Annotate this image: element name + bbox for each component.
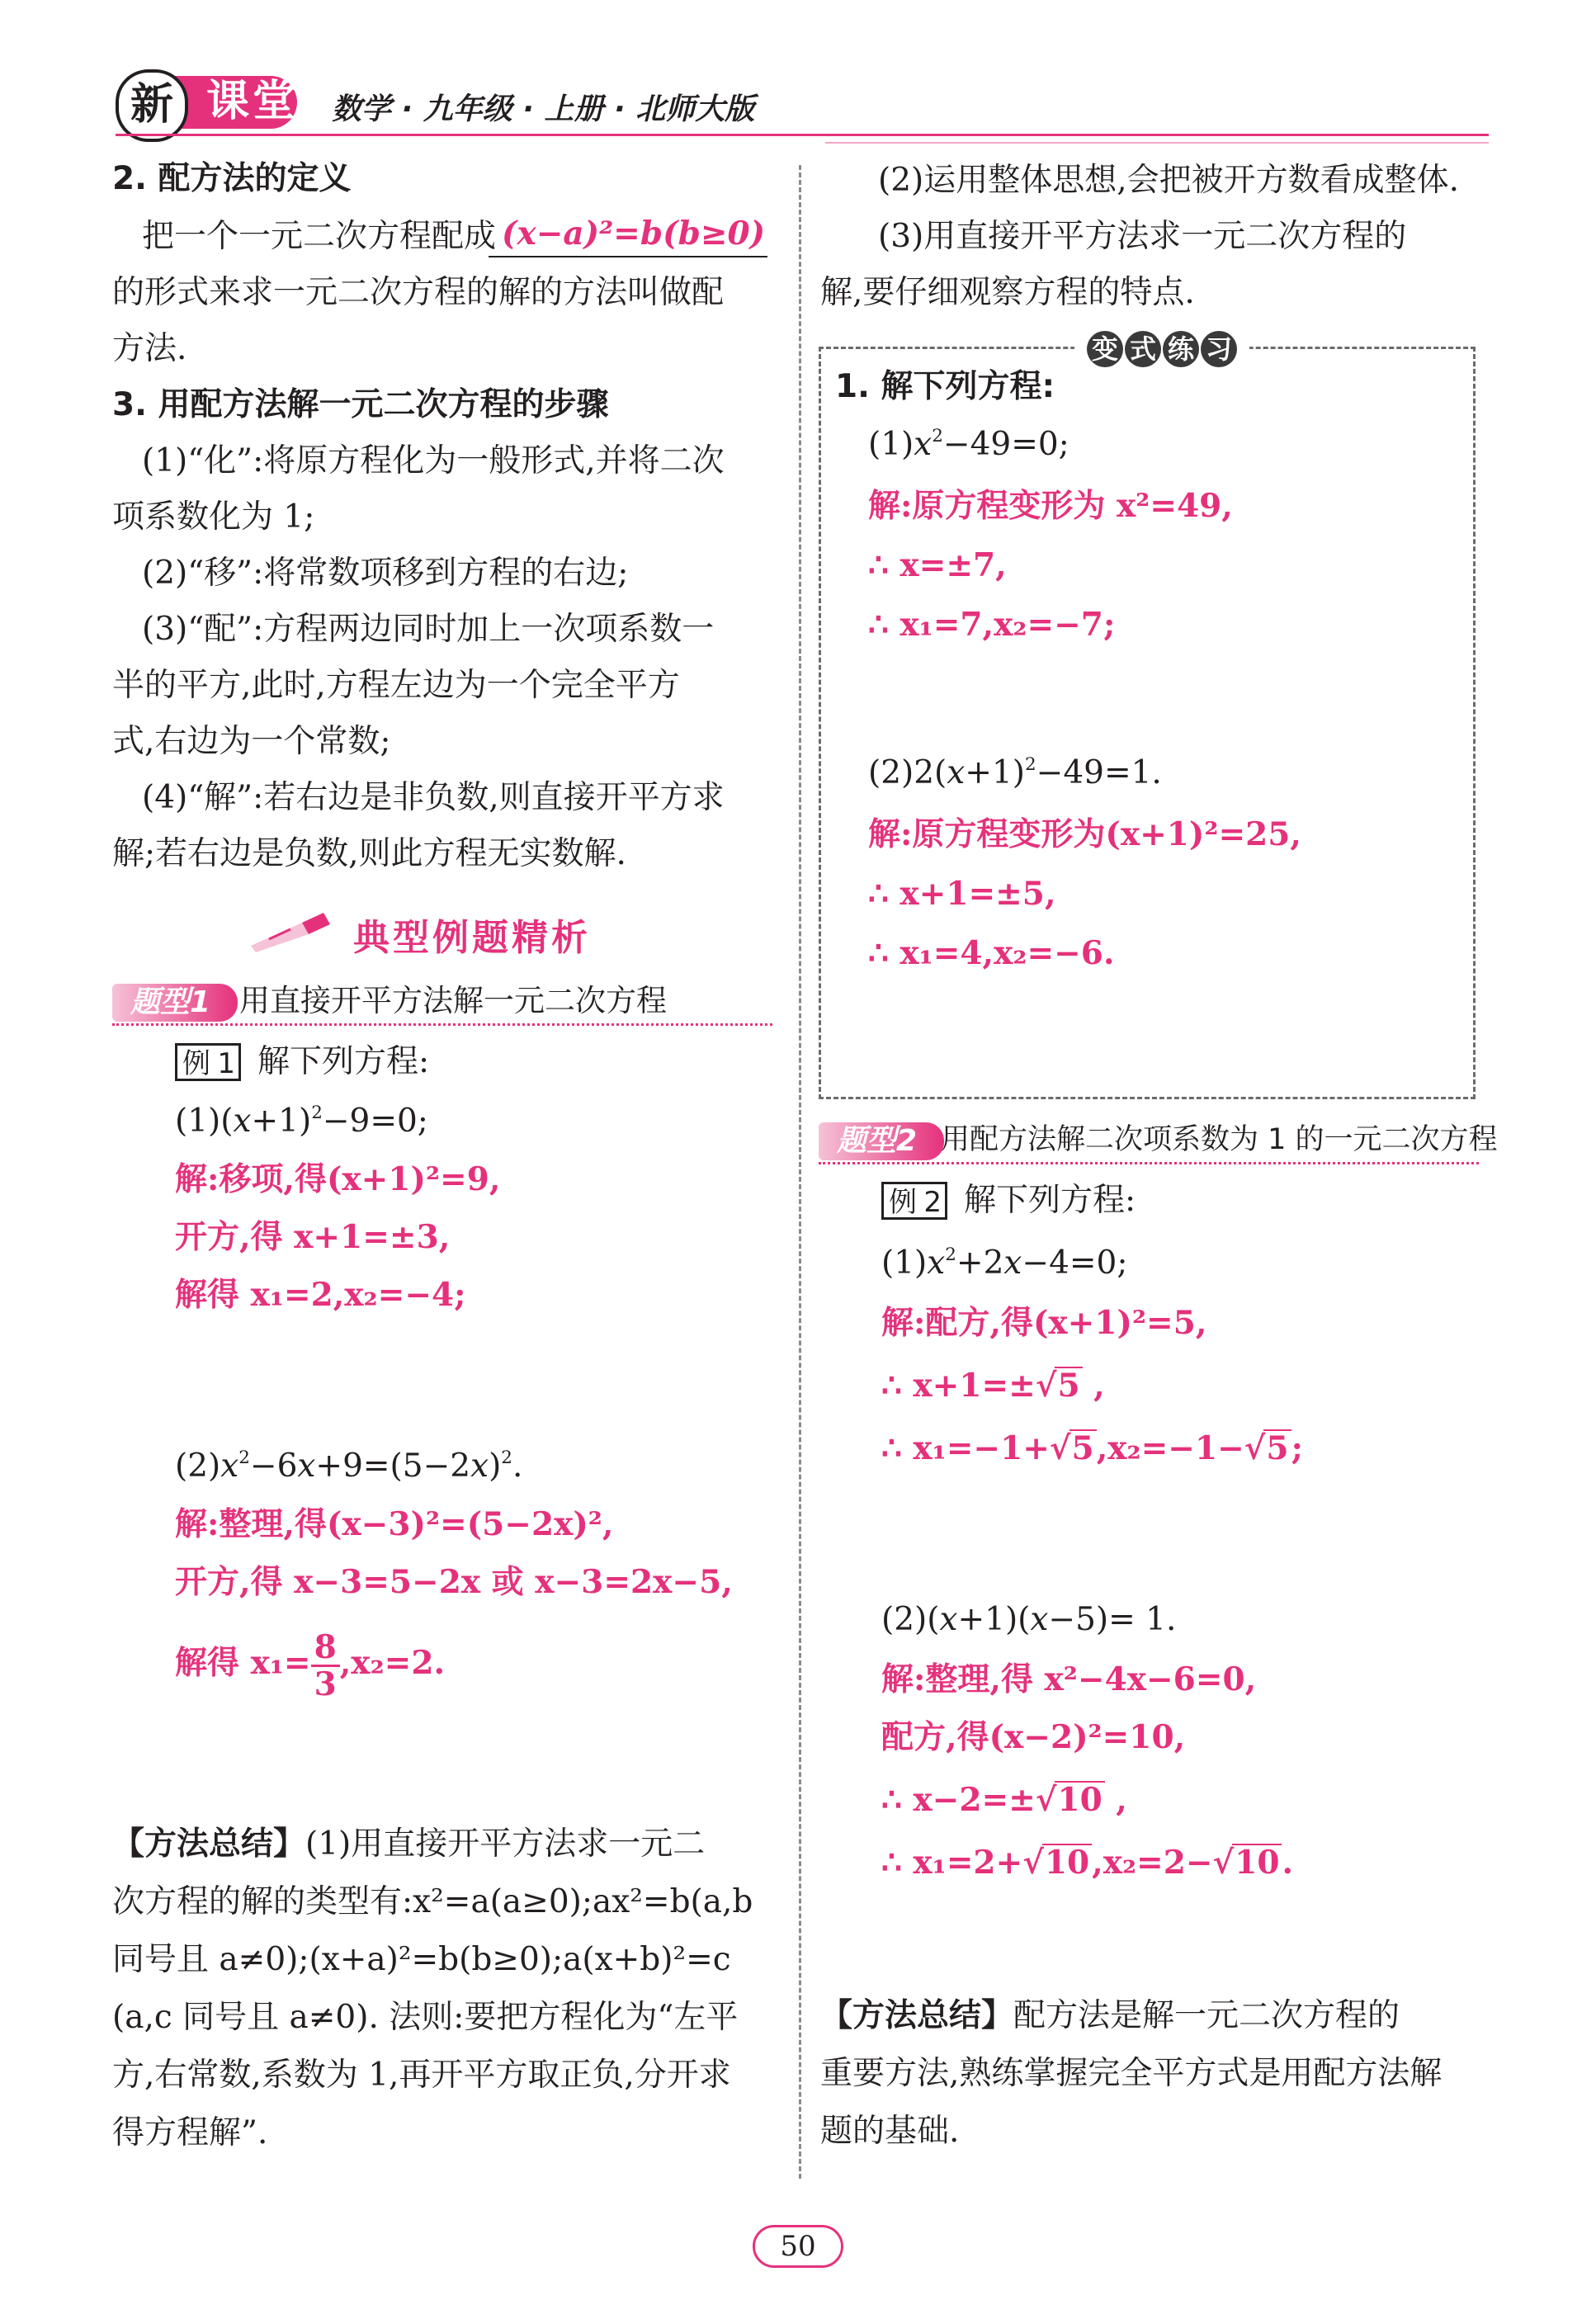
method-summary-1-line: 【方法总结】(1)用直接开平方法求一元二 [112,1825,706,1863]
example-number: 2 [923,1186,942,1219]
solution-line: 解:移项,得(x+1)²=9, [175,1160,501,1198]
method-summary-1-line: 同号且 a≠0);(x+a)²=b(b≥0);a(x+b)²=c [112,1941,731,1978]
practice-solution-line: ∴ x=±7, [868,546,1007,584]
step-line: (4)“解”:若右边是非负数,则直接开平方求 [142,779,725,816]
header-subtitle: 数学 · 九年级 · 上册 · 北师大版 [332,92,755,126]
method-summary-1-line: (a,c 同号且 a≠0). 法则:要把方程化为“左平 [112,1999,739,2036]
practice-question: 1. 解下列方程: [835,368,1055,405]
solution-final: 解得 x₁= $\frac{8}{3}$ ,x₂=2. [175,1627,446,1703]
practice-solution-line: 解:原方程变形为 x²=49, [868,487,1233,525]
step-line: (3)“配”:方程两边同时加上一次项系数一 [142,611,715,648]
practice-title: 变 式 练 习 [1074,327,1249,368]
header-rule [116,134,1489,136]
problem-2: $(2)x^2-6x+9=(5-2x)^2$. [175,1447,523,1485]
type-underline [819,1162,1479,1164]
method-summary-2-line: 题的基础. [820,2113,960,2150]
example-box [881,1182,947,1220]
method-summary-1-line: 方,右常数,系数为 1,再开平方取正负,分开求 [112,2057,731,2094]
fraction: $\frac{8}{3}$ [311,1630,340,1702]
step-line: 项系数化为 1; [112,498,315,536]
type-badge: 题型2 [819,1122,944,1160]
solution-line: ∴ x−2=±√10 , [881,1781,1127,1819]
pen-icon [244,906,352,956]
definition-answer: (x−a)²=b(b≥0) [502,215,766,253]
solution-line: ∴ x+1=±√5 , [881,1367,1105,1405]
solution-line: 开方,得 x−3=5−2x 或 x−3=2x−5, [175,1563,733,1601]
solution-line: 解:配方,得(x+1)²=5, [881,1304,1207,1342]
step-line: 解;若右边是负数,则此方程无实数解. [112,835,626,872]
practice-solution-line: ∴ x₁=4,x₂=−6. [868,934,1115,972]
step-line: (2)“移”:将常数项移到方程的右边; [142,555,629,592]
practice-solution-line: 解:原方程变形为(x+1)²=25, [868,815,1301,853]
practice-solution-line: ∴ x+1=±5, [868,875,1056,913]
logo-char-xin: 新 [116,69,188,142]
problem-1: $(1)x^2+2x-4=0$; [881,1244,1128,1282]
example-prompt: 解下列方程: [964,1182,1136,1219]
practice-problem-2: $(2)2(x+1)^2-49=1$. [868,753,1162,791]
definition-line-3: 方法. [112,330,187,367]
answer-underline [489,256,767,257]
example-label: 例 [182,1047,210,1080]
solution-line: 配方,得(x−2)²=10, [881,1718,1186,1756]
solution-line: 解:整理,得(x−3)²=(5−2x)², [175,1505,614,1543]
practice-problem-1: $(1)x^2-49=0$; [868,425,1070,463]
solution-line: ∴ x₁=2+√10,x₂=2−√10. [881,1844,1294,1882]
method-summary-2-line: 【方法总结】配方法是解一元二次方程的 [820,1997,1400,2034]
practice-solution-line: ∴ x₁=7,x₂=−7; [868,606,1116,644]
example-label: 例 [889,1186,917,1219]
example-box [175,1043,241,1081]
example-prompt: 解下列方程: [257,1043,430,1080]
type-badge: 题型1 [112,984,238,1022]
type-underline [112,1023,772,1026]
solution-line: 解得 x₁=2,x₂=−4; [175,1276,466,1314]
example-number: 1 [217,1047,235,1080]
logo-rest: 课堂 [206,77,300,126]
tip-line: (2)运用整体思想,会把被开方数看成整体. [878,162,1460,199]
method-summary-1-line: 得方程解”. [112,2114,268,2151]
definition-line-1: 把一个一元二次方程配成 [142,218,497,255]
solution-line: 开方,得 x+1=±3, [175,1218,451,1256]
problem-2: (2)(x+1)(x−5)= 1. [881,1601,1177,1638]
step-line: 半的平方,此时,方程左边为一个完全平方 [112,667,680,704]
section-title: 典型例题精析 [353,917,591,959]
page-number: 50 [780,2230,816,2263]
header-rule-secondary [825,142,1489,144]
type-title: 用配方法解二次项系数为 1 的一元二次方程 [941,1123,1498,1156]
definition-heading: 2. 配方法的定义 [112,160,352,197]
type-title: 用直接开平方法解一元二次方程 [239,983,667,1018]
step-line: 式,右边为一个常数; [112,723,391,760]
problem-1: $(1)(x+1)^2-9=0$; [175,1102,428,1140]
definition-line-2: 的形式来求一元二次方程的解的方法叫做配 [112,274,725,311]
method-summary-2-line: 重要方法,熟练掌握完全平方式是用配方法解 [820,2055,1443,2092]
tip-line: 解,要仔细观察方程的特点. [820,274,1195,311]
step-line: (1)“化”:将原方程化为一般形式,并将二次 [142,442,725,479]
method-summary-1-line: 次方程的解的类型有:x²=a(a≥0);ax²=b(a,b [112,1883,753,1920]
solution-line: 解:整理,得 x²−4x−6=0, [881,1660,1257,1698]
column-divider [799,165,801,2179]
solution-line: ∴ x₁=−1+√5,x₂=−1−√5; [881,1429,1303,1467]
tip-line: (3)用直接开平方法求一元二次方程的 [878,218,1407,255]
steps-heading: 3. 用配方法解一元二次方程的步骤 [112,386,609,423]
